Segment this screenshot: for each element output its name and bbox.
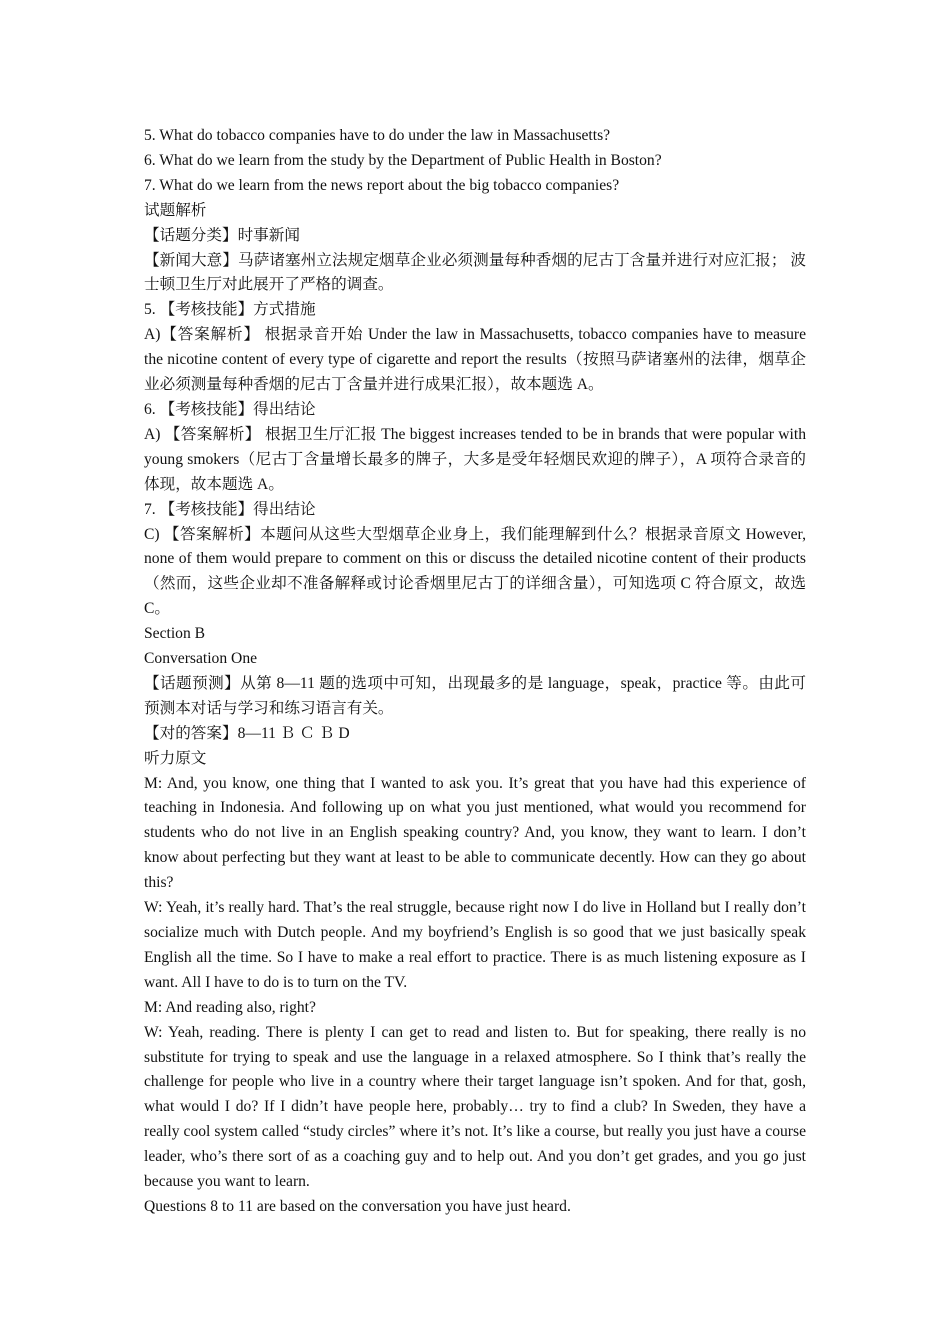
document-body <box>144 124 806 1220</box>
question-6: 6. What do we learn from the study by the Department of Public Health in Boston? <box>144 151 662 169</box>
questions-intro: Questions 8 to 11 are based on the conversation you have just heard. <box>144 1197 571 1215</box>
news-summary: 【新闻大意】马萨诸塞州立法规定烟草企业必须测量每种香烟的尼古丁含量并进行对应汇报； 波士顿卫生厅对此展开了严格的调查。 <box>144 251 806 294</box>
question-7: 7. What do we learn from the news report about the big tobacco companies? <box>144 176 620 194</box>
section-b-heading: Section B <box>144 625 206 643</box>
skill-5: 5. 【考核技能】方式措施 <box>144 301 316 319</box>
answer-5: A)【答案解析】 根据录音开始 Under the law in Massachusetts, tobacco companies have to measure the nicotine content of every type of cigarette and report the results（按照马萨诸塞州的法律，烟草企业必须测量每种香烟的尼古丁含量并进行成果汇报），故本题选 A。 <box>144 326 806 394</box>
question-5: 5. What do tobacco companies have to do under the law in Massachusetts? <box>144 127 611 144</box>
transcript-w-2: W: Yeah, reading. There is plenty I can get to read and listen to. But for speaking, there really is no substitute for trying to speak and use the language in a relaxed atmosphere. So I think that’s really the challenge for people who live in a country where their target language isn’t spoken. And for that, gosh, what would I do? If I didn’t have people here, probably… try to find a club? In Sweden, they have a really cool system called “study circles” where it’s not. It’s like a course, but really you just have a course leader, who’s there sort of as a coaching guy and to help out. And you don’t get grades, and you go just because you want to learn. <box>144 1023 806 1191</box>
topic-prediction: 【话题预测】从第 8—11 题的选项中可知，出现最多的是 language，speak，practice 等。由此可预测本对话与学习和练习语言有关。 <box>144 674 806 717</box>
skill-7: 7. 【考核技能】得出结论 <box>144 500 316 518</box>
transcript-m-2: M: And reading also, right? <box>144 998 316 1016</box>
answer-6: A) 【答案解析】 根据卫生厅汇报 The biggest increases tended to be in brands that were popular with young smokers（尼古丁含量增长最多的牌子，大多是受年轻烟民欢迎的牌子），A 项符合录音的体现，故本题选 A。 <box>144 425 806 493</box>
conversation-one-heading: Conversation One <box>144 650 258 668</box>
topic-category: 【话题分类】时事新闻 <box>144 226 300 244</box>
transcript-m-1: M: And, you know, one thing that I wanted to ask you. It’s great that you have had this experience of teaching in Indonesia. And following up on what you just mentioned, what would you recommend for students who do not live in an English speaking country? And, you know, they want to learn. I don’t know about perfecting but they want at least to be able to communicate decently. How can they go about this? <box>144 774 806 892</box>
answer-key: 【对的答案】8—11 Ｂ Ｃ Ｂ D <box>144 724 350 742</box>
transcript-w-1: W: Yeah, it’s really hard. That’s the real struggle, because right now I do live in Holland but I really don’t socialize much with Dutch people. And my boyfriend’s English is so good that we just basically speak English all the time. So I have to make a real effort to practice. There is as much listening exposure as I want. All I have to do is to turn on the TV. <box>144 899 806 991</box>
answer-7: C) 【答案解析】本题问从这些大型烟草企业身上，我们能理解到什么？根据录音原文 However, none of them would prepare to comment on this or discuss the detailed nicotine content of their products（然而，这些企业却不准备解释或讨论香烟里尼古丁的详细含量），可知选项 C 符合原文，故选 C。 <box>144 525 806 618</box>
transcript-heading: 听力原文 <box>144 749 207 767</box>
section-heading-analysis: 试题解析 <box>144 201 207 219</box>
skill-6: 6. 【考核技能】得出结论 <box>144 400 316 418</box>
